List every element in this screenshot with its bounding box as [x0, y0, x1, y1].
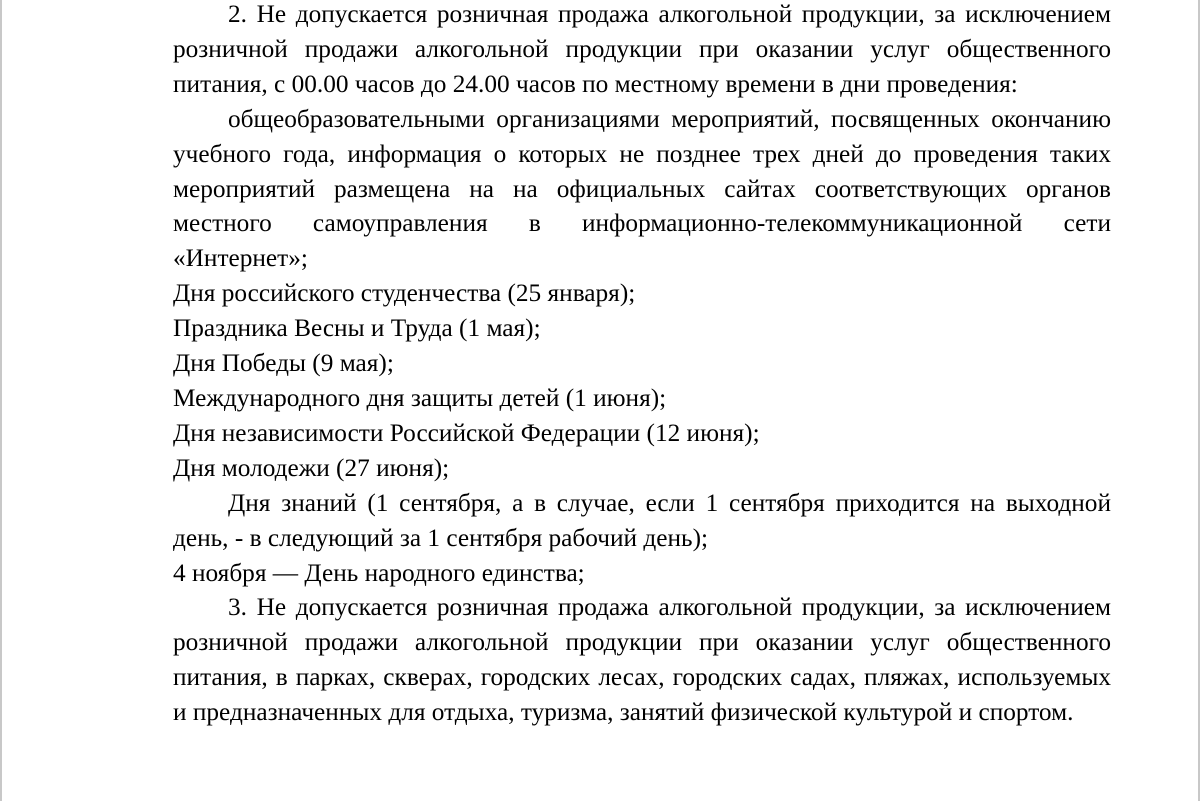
paragraph-3: 3. Не допускается розничная продажа алкогольной продукции, за исключением розничной продажи алкогольной продукции при оказании услуг общественного питания, в парках, скверах, городских лесах, городских садах, пляжах, используемых и предназначенных для отдыха, туризма, занятий физической культурой и спортом.: [173, 593, 1111, 727]
holiday-item-russia-day: Дня независимости Российской Федерации (12 июня);: [173, 418, 760, 447]
holiday-item-children-day: Международного дня защиты детей (1 июня);: [173, 383, 667, 412]
holiday-item-unity-day: 4 ноября — День народного единства;: [173, 558, 585, 587]
holiday-item-spring-labour: Праздника Весны и Труда (1 мая);: [173, 314, 541, 343]
paragraph-school-events: общеобразовательными организациями мероприятий, посвященных окончанию учебного года, информация о которых не позднее трех дней до проведения таких мероприятий размещена на на официальных сайтах соответствующих органов местного самоуправления в информационно-телекоммуникационной сети «Интернет»;: [173, 104, 1111, 273]
page-border-left: [0, 0, 2, 801]
document-page: [173, 0, 1111, 730]
holiday-item-youth-day: Дня молодежи (27 июня);: [173, 453, 450, 482]
holiday-item-victory-day: Дня Победы (9 мая);: [173, 349, 394, 378]
holiday-item-knowledge-day: Дня знаний (1 сентября, а в случае, если 1 сентября приходится на выходной день, - в следующий за 1 сентября рабочий день);: [173, 488, 1111, 552]
paragraph-2: 2. Не допускается розничная продажа алкогольной продукции, за исключением розничной продажи алкогольной продукции при оказании услуг общественного питания, с 00.00 часов до 24.00 часов по местному времени в дни проведения:: [173, 0, 1111, 98]
holiday-item-student-day: Дня российского студенчества (25 января);: [173, 279, 636, 308]
